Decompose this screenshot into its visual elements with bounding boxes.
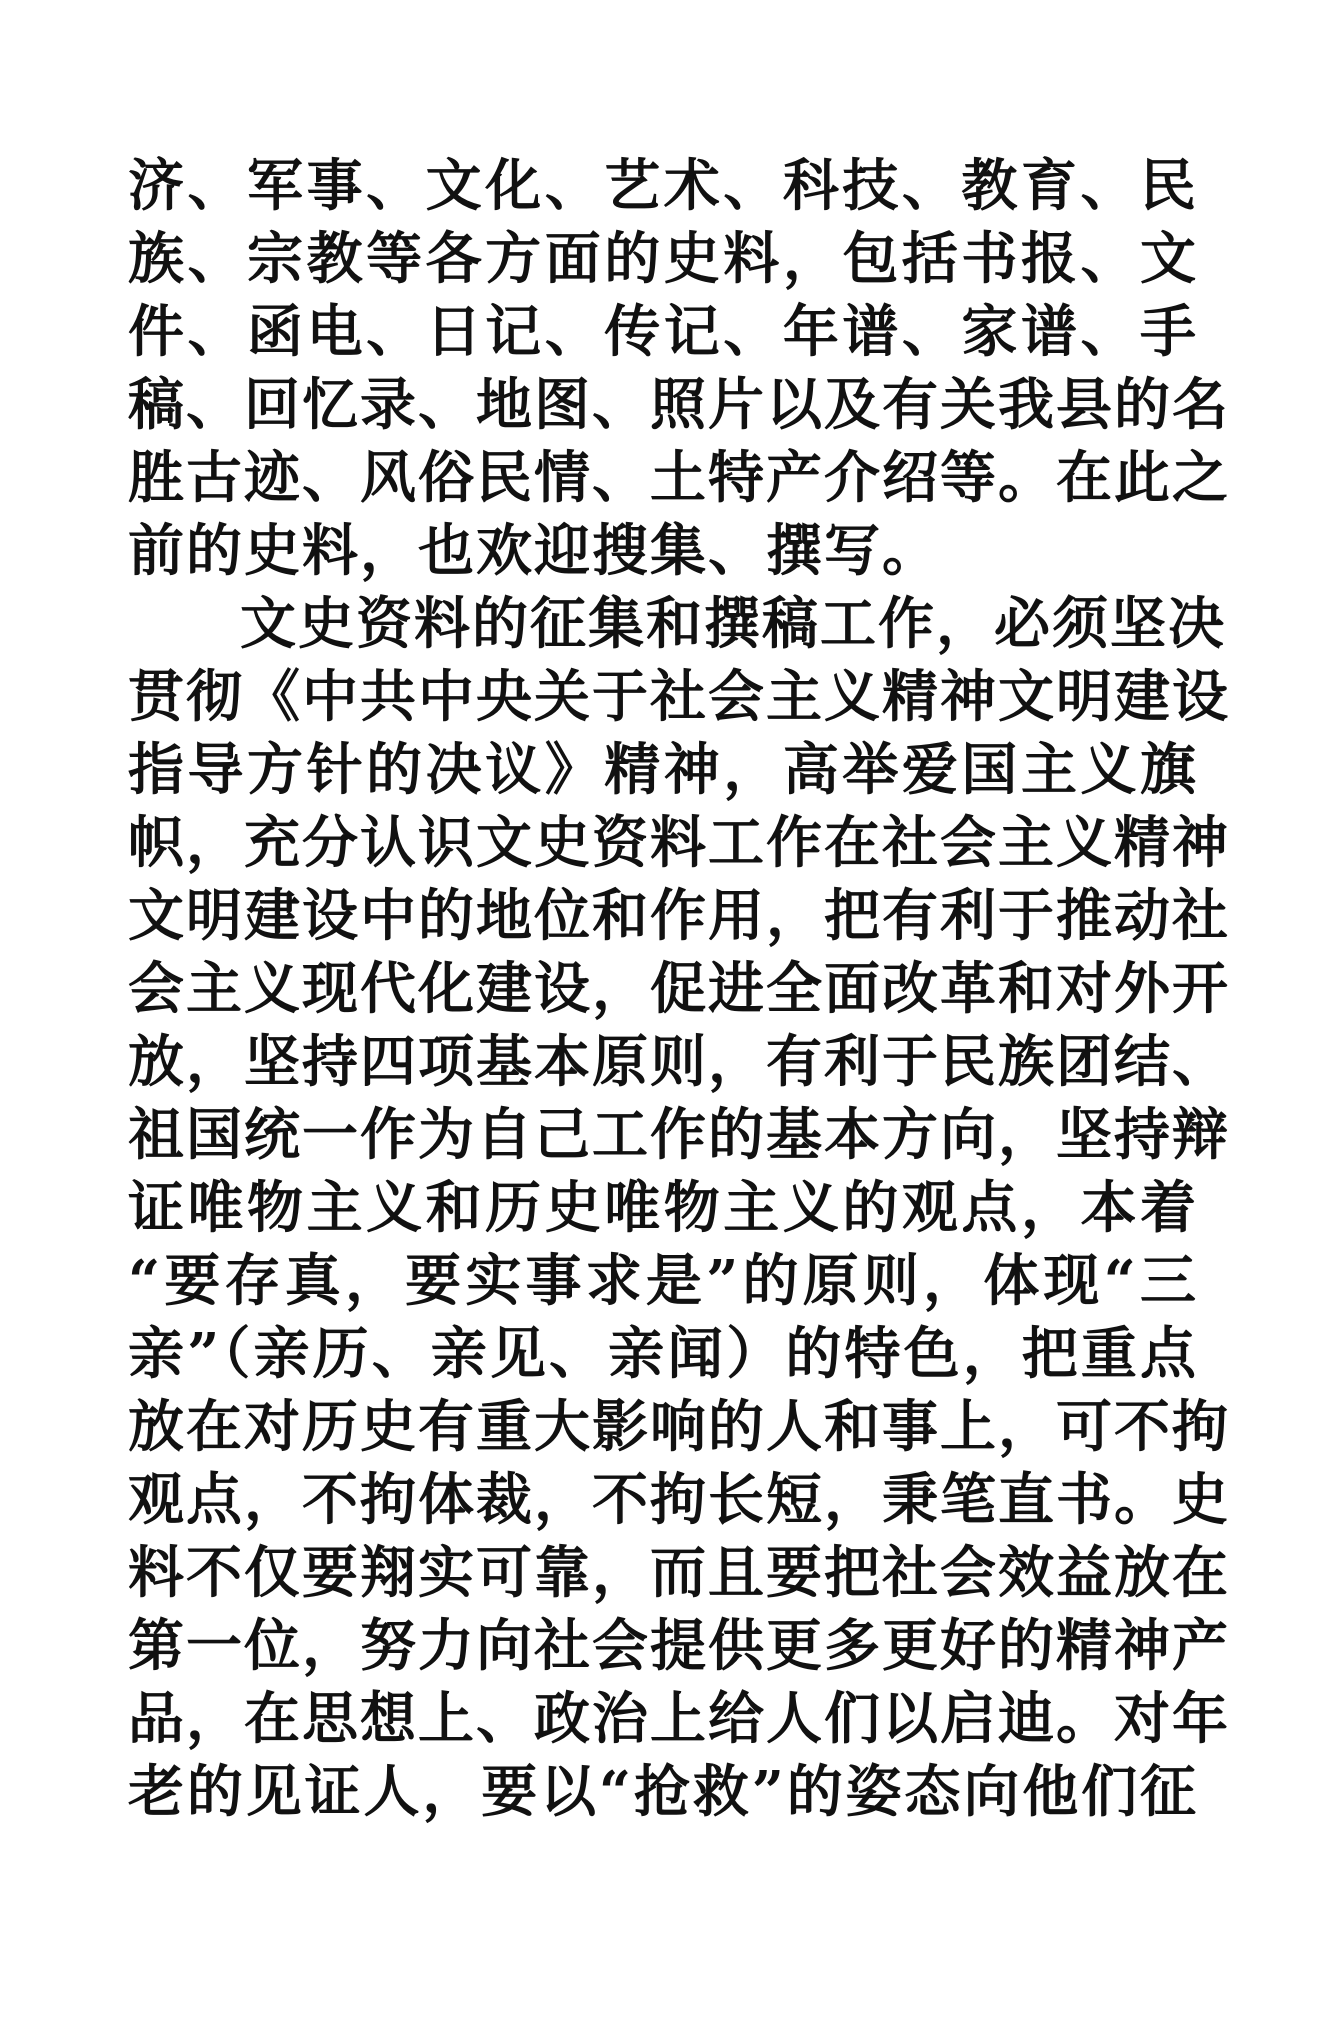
text-line: 证唯物主义和历史唯物主义的观点，本着 [128, 1175, 1198, 1241]
body-text [128, 150, 1230, 1829]
text-line: 件、函电、日记、传记、年谱、家谱、手 [128, 299, 1198, 365]
paragraph-end-line: 前的史料，也欢迎搜集、撰写。 [128, 518, 940, 584]
text-line: 观点，不拘体裁，不拘长短，秉笔直书。史 [128, 1467, 1230, 1533]
text-line: 第一位，努力向社会提供更多更好的精神产 [128, 1613, 1230, 1679]
paragraph-start-line: 文史资料的征集和撰稿工作，必须坚决 [240, 591, 1226, 657]
text-line: 品，在思想上、政治上给人们以启迪。对年 [128, 1686, 1230, 1752]
text-line: 济、军事、文化、艺术、科技、教育、民 [128, 153, 1198, 219]
text-line: 亲”（亲历、亲见、亲闻）的特色，把重点 [128, 1321, 1198, 1387]
text-line: 贯彻《中共中央关于社会主义精神文明建设 [128, 664, 1230, 730]
text-line: 祖国统一作为自己工作的基本方向，坚持辩 [128, 1102, 1230, 1168]
text-line: 帜，充分认识文史资料工作在社会主义精神 [128, 810, 1230, 876]
text-line: 指导方针的决议》精神，高举爱国主义旗 [128, 737, 1198, 803]
text-line: 老的见证人，要以“抢救”的姿态向他们征 [128, 1759, 1198, 1825]
text-line: 放在对历史有重大影响的人和事上，可不拘 [128, 1394, 1230, 1460]
text-line: 文明建设中的地位和作用，把有利于推动社 [128, 883, 1230, 949]
text-line: 族、宗教等各方面的史料，包括书报、文 [128, 226, 1198, 292]
text-line: 放，坚持四项基本原则，有利于民族团结、 [128, 1029, 1230, 1095]
text-line: 会主义现代化建设，促进全面改革和对外开 [128, 956, 1230, 1022]
text-line: 胜古迹、风俗民情、土特产介绍等。在此之 [128, 445, 1230, 511]
text-line: 稿、回忆录、地图、照片以及有关我县的名 [128, 372, 1230, 438]
text-line: “要存真，要实事求是”的原则，体现“三 [128, 1248, 1198, 1314]
text-line: 料不仅要翔实可靠，而且要把社会效益放在 [128, 1540, 1230, 1606]
